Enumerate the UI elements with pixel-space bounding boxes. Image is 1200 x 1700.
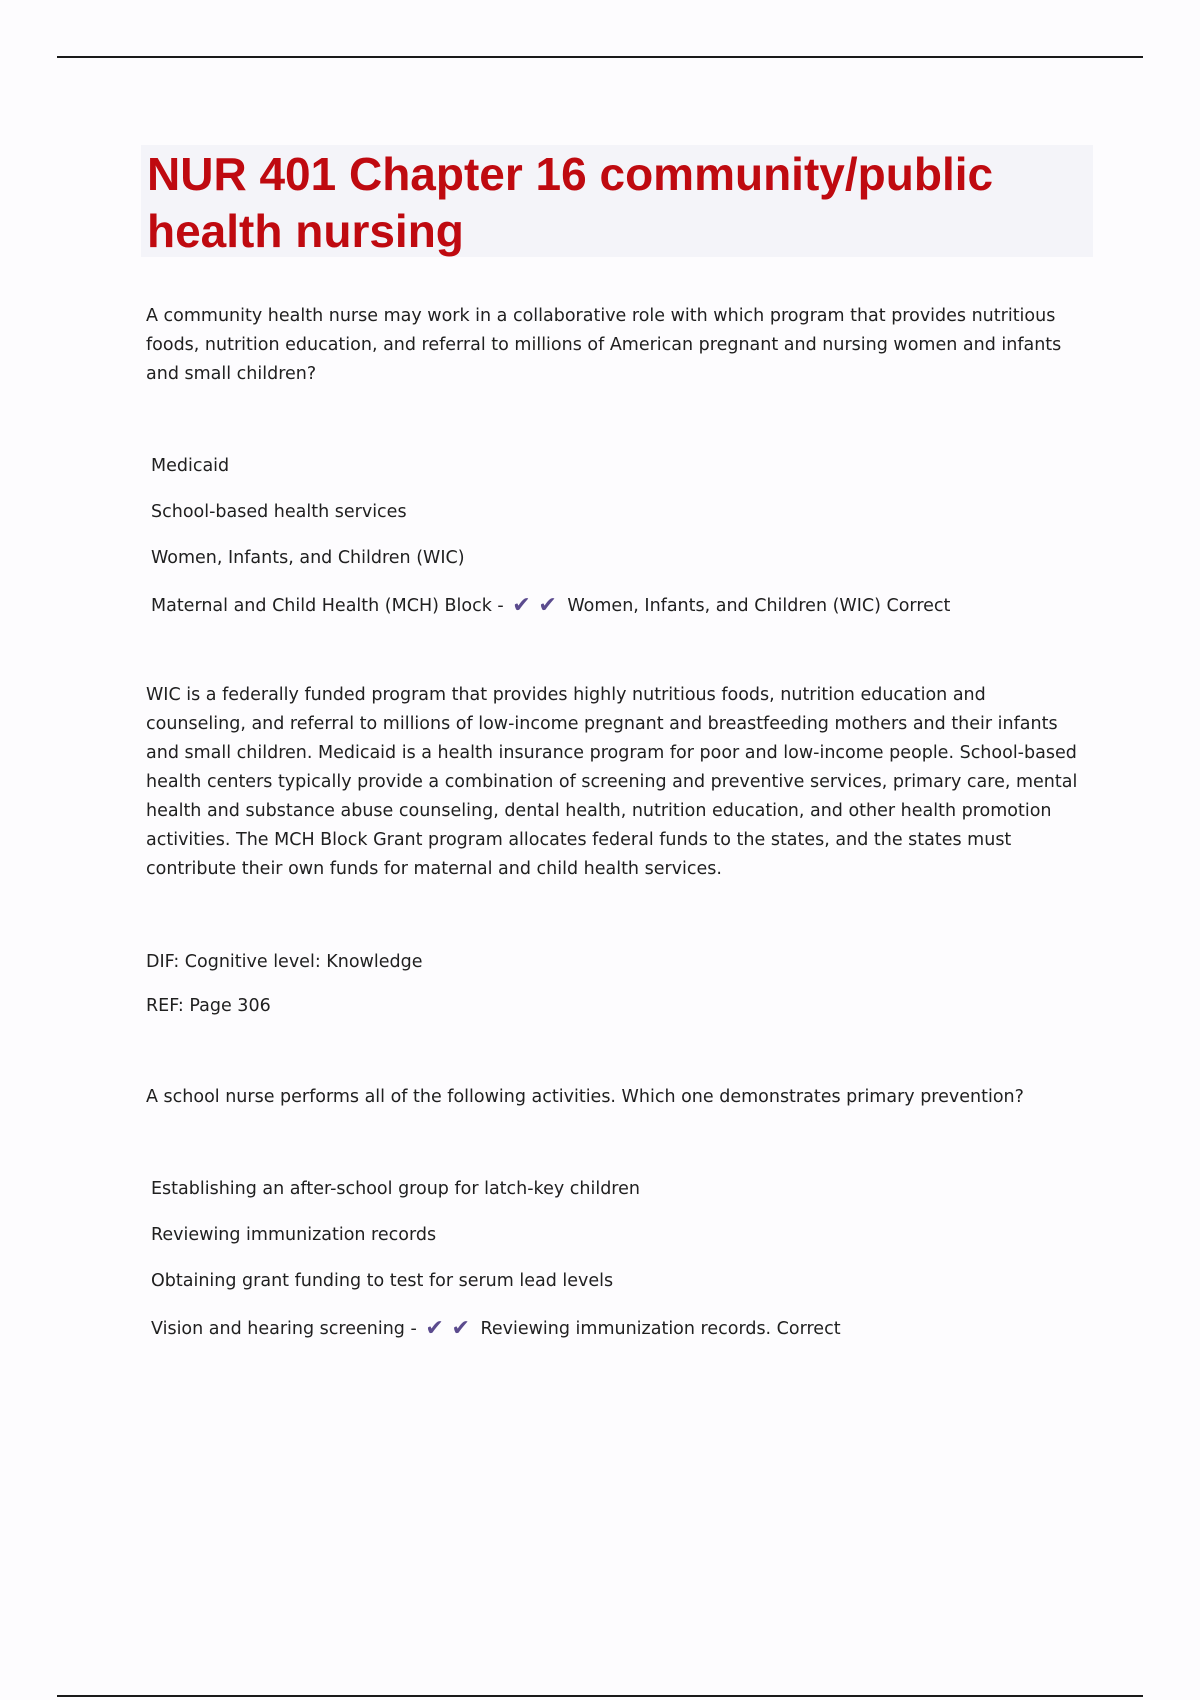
- question-2: [146, 1083, 1086, 1112]
- reference-label: REF: Page 306: [146, 996, 271, 1016]
- question-1-text: A community health nurse may work in a collaborative role with which program that provides nutritious foods, nutrition education, and referral to millions of American pregnant and nursing women and infants and small children?: [146, 306, 1062, 384]
- question-1-option-3: Women, Infants, and Children (WIC): [151, 548, 465, 568]
- question-2-option-1: Establishing an after-school group for latch-key children: [151, 1179, 640, 1199]
- bottom-divider: [57, 1695, 1143, 1697]
- document-title: NUR 401 Chapter 16 community/public health nursing: [147, 148, 994, 257]
- question-2-option-4-with-answer: [151, 1313, 1086, 1353]
- question-1: [146, 302, 1086, 389]
- question-1-option-2: School-based health services: [151, 502, 407, 522]
- question-1-option-4: Maternal and Child Health (MCH) Block -: [151, 596, 504, 616]
- question-1-option-4-with-answer: [151, 590, 1086, 630]
- question-2-options: [146, 1175, 1086, 1353]
- double-check-icon: ✔ ✔: [425, 1316, 470, 1341]
- double-check-icon: ✔ ✔: [512, 593, 557, 618]
- question-1-meta: [146, 948, 1086, 1036]
- question-2-answer: Reviewing immunization records. Correct: [480, 1319, 841, 1339]
- question-2-text: A school nurse performs all of the following activities. Which one demonstrates primary prevention?: [146, 1087, 1024, 1107]
- top-divider: [57, 56, 1143, 58]
- question-1-option-1: Medicaid: [151, 456, 230, 476]
- question-1-explanation: [146, 681, 1086, 884]
- difficulty-label: DIF: Cognitive level: Knowledge: [146, 952, 423, 972]
- question-2-option-4: Vision and hearing screening -: [151, 1319, 417, 1339]
- question-1-answer: Women, Infants, and Children (WIC) Correct: [567, 596, 951, 616]
- explanation-text: WIC is a federally funded program that provides highly nutritious foods, nutrition education and counseling, and referral to millions of low-income pregnant and breastfeeding mothers and their infants and small children. Medicaid is a health insurance program for poor and low-income people. School-based health centers typically provide a combination of screening and preventive services, primary care, mental health and substance abuse counseling, dental health, nutrition education, and other health promotion activities. The MCH Block Grant program allocates federal funds to the states, and the states must contribute their own funds for maternal and child health services.: [146, 685, 1078, 879]
- question-2-option-3: Obtaining grant funding to test for serum lead levels: [151, 1271, 614, 1291]
- question-2-option-2: Reviewing immunization records: [151, 1225, 437, 1245]
- question-1-options: [146, 452, 1086, 630]
